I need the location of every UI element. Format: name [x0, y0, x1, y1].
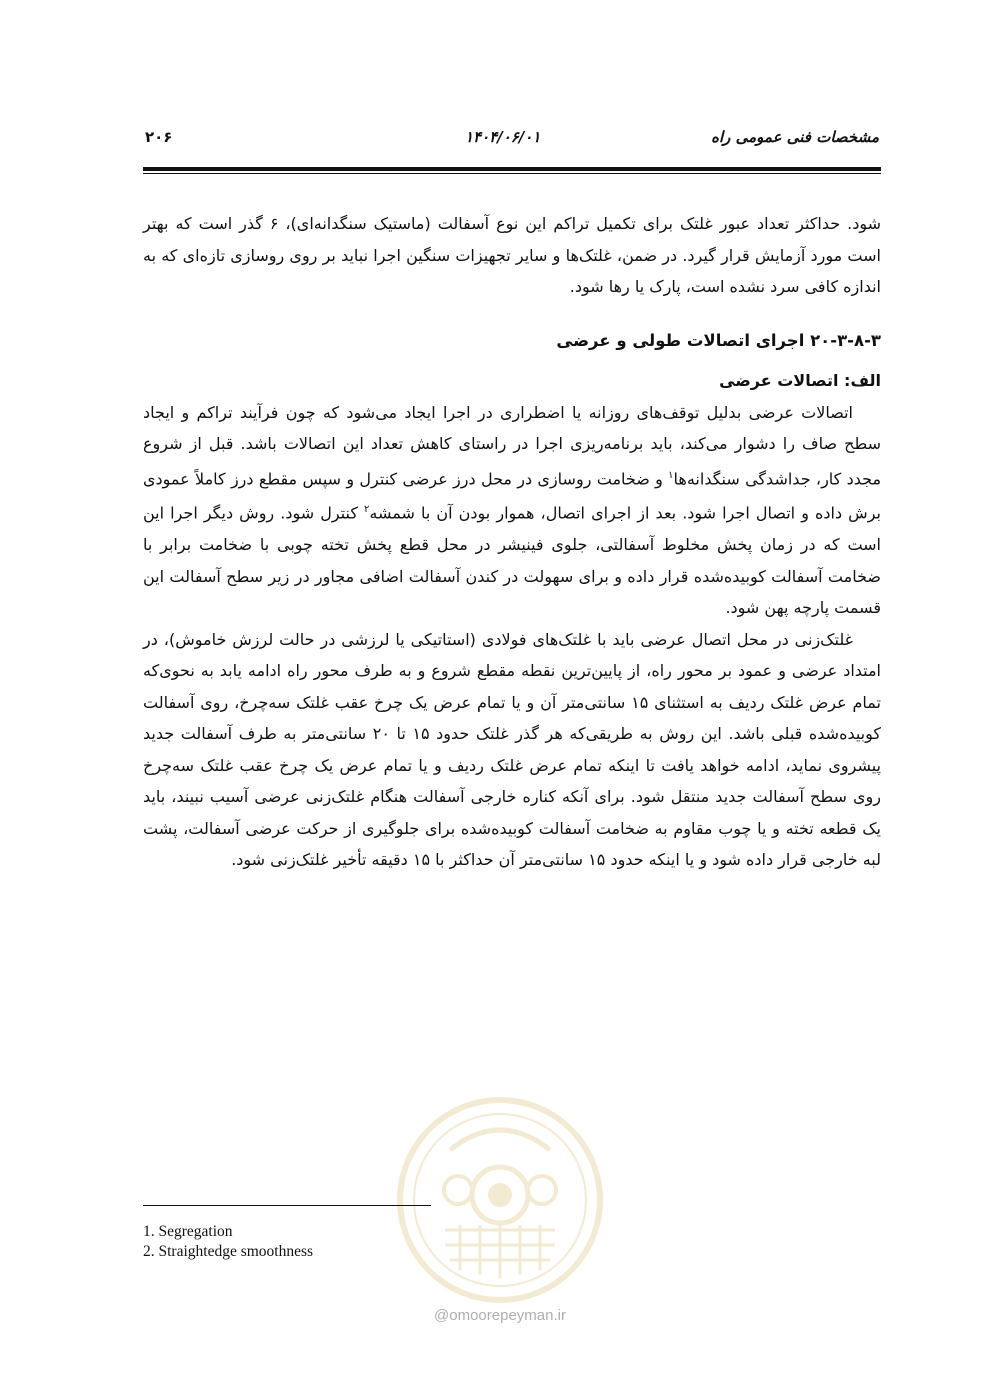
watermark-text: @omoorepeyman.ir	[434, 1307, 566, 1324]
header-rule-thin	[143, 173, 881, 174]
watermark-seal	[390, 1090, 610, 1310]
footnote-separator	[143, 1205, 431, 1206]
main-content	[143, 208, 881, 876]
paragraph-transverse-joints	[143, 397, 881, 624]
footnotes	[143, 1222, 313, 1262]
running-title: مشخصات فنی عمومی راه	[711, 128, 879, 146]
section-heading: ۲۰-۳-۸-۳ اجرای اتصالات طولی و عرضی	[556, 330, 881, 350]
page-number: ۲۰۶	[145, 128, 173, 146]
intro-paragraph: شود. حداکثر تعداد عبور غلتک برای تکمیل تراکم این نوع آسفالت (ماستیک سنگدانه‌ای)، ۶ گذر است که بهتر است مورد آزمایش قرار گیرد. در ضمن، غلتک‌ها و سایر تجهیزات سنگین اجرا نباید بر روی روسازی تازه‌ای که به اندازه کافی سرد نشده است، پارک یا رها شود.	[143, 214, 881, 296]
seal-icon	[390, 1090, 610, 1310]
footnote-ref-1[interactable]: ۱	[668, 469, 674, 481]
paragraph-text: اتصالات عرضی بدلیل توقف‌های روزانه یا اضطراری در اجرا ایجاد می‌شود که چون فرآیند تراکم و ایجاد سطح صاف را دشوار می‌کند، باید برنامه‌ریزی اجرا در راستای کاهش تعداد این اتصالات باشد. قبل از شروع مجدد کار، جداشدگی سنگدانه‌ها	[143, 402, 882, 488]
footnote-ref-2[interactable]: ۲	[364, 504, 370, 516]
paragraph-text: و ضخامت روسازی در محل درز عرضی کنترل و سپس مقطع درز کاملاً عمودی برش داده و اتصال اجرا شود. بعد از اجرای اتصال، هموار بودن آن با شمشه	[143, 468, 881, 523]
page-header	[145, 128, 879, 158]
footnote-2: 2. Straightedge smoothness	[143, 1243, 314, 1260]
paragraph-text: کنترل شود. روش دیگر اجرا این است که در زمان پخش مخلوط آسفالتی، جلوی فینیشر در محل قطع پخش تخته چوبی با ضخامت برابر با ضخامت آسفالت کوبیده‌شده قرار داده و برای سهولت در کندن آسفالت اضافی مجاور در زیر سطح آسفالت این قسمت پارچه پهن شود.	[143, 503, 881, 618]
footnote-1: 1. Segregation	[143, 1223, 233, 1240]
header-rule-thick	[143, 167, 881, 171]
running-date: ۱۴۰۴/۰۶/۰۱	[465, 128, 541, 146]
paragraph-rolling: غلتک‌زنی در محل اتصال عرضی باید با غلتک‌های فولادی (استاتیکی یا لرزشی در حالت لرزش خاموش)، در امتداد عرضی و عمود بر محور راه، از پایین‌ترین نقطه مقطع شروع و به طرف محور راه ادامه یابد به نحوی‌که تمام عرض غلتک ردیف به استثنای ۱۵ سانتی‌متر آن و یا تمام عرض یک چرخ عقب غلتک سه‌چرخ، روی آسفالت کوبیده‌شده قبلی باشد. این روش به طریقی‌که هر گذر غلتک حدود ۱۵ تا ۲۰ سانتی‌متر به طرف آسفالت جدید پیشروی نماید، ادامه خواهد یافت تا اینکه تمام عرض غلتک ردیف و یا تمام عرض یک چرخ عقب غلتک سه‌چرخ روی سطح آسفالت جدید منتقل شود. برای آنکه کناره خارجی آسفالت هنگام غلتک‌زنی عرضی آسیب نبیند، باید یک قطعه تخته و یا چوب مقاوم به ضخامت آسفالت کوبیده‌شده برای جلوگیری از حرکت عرضی آسفالت، پشت لبه خارجی قرار داده شود و یا اینکه حدود ۱۵ سانتی‌متر آن حداکثر با ۱۵ دقیقه تأخیر غلتک‌زنی شود.	[143, 629, 882, 870]
subsection-heading: الف: اتصالات عرضی	[719, 371, 881, 390]
